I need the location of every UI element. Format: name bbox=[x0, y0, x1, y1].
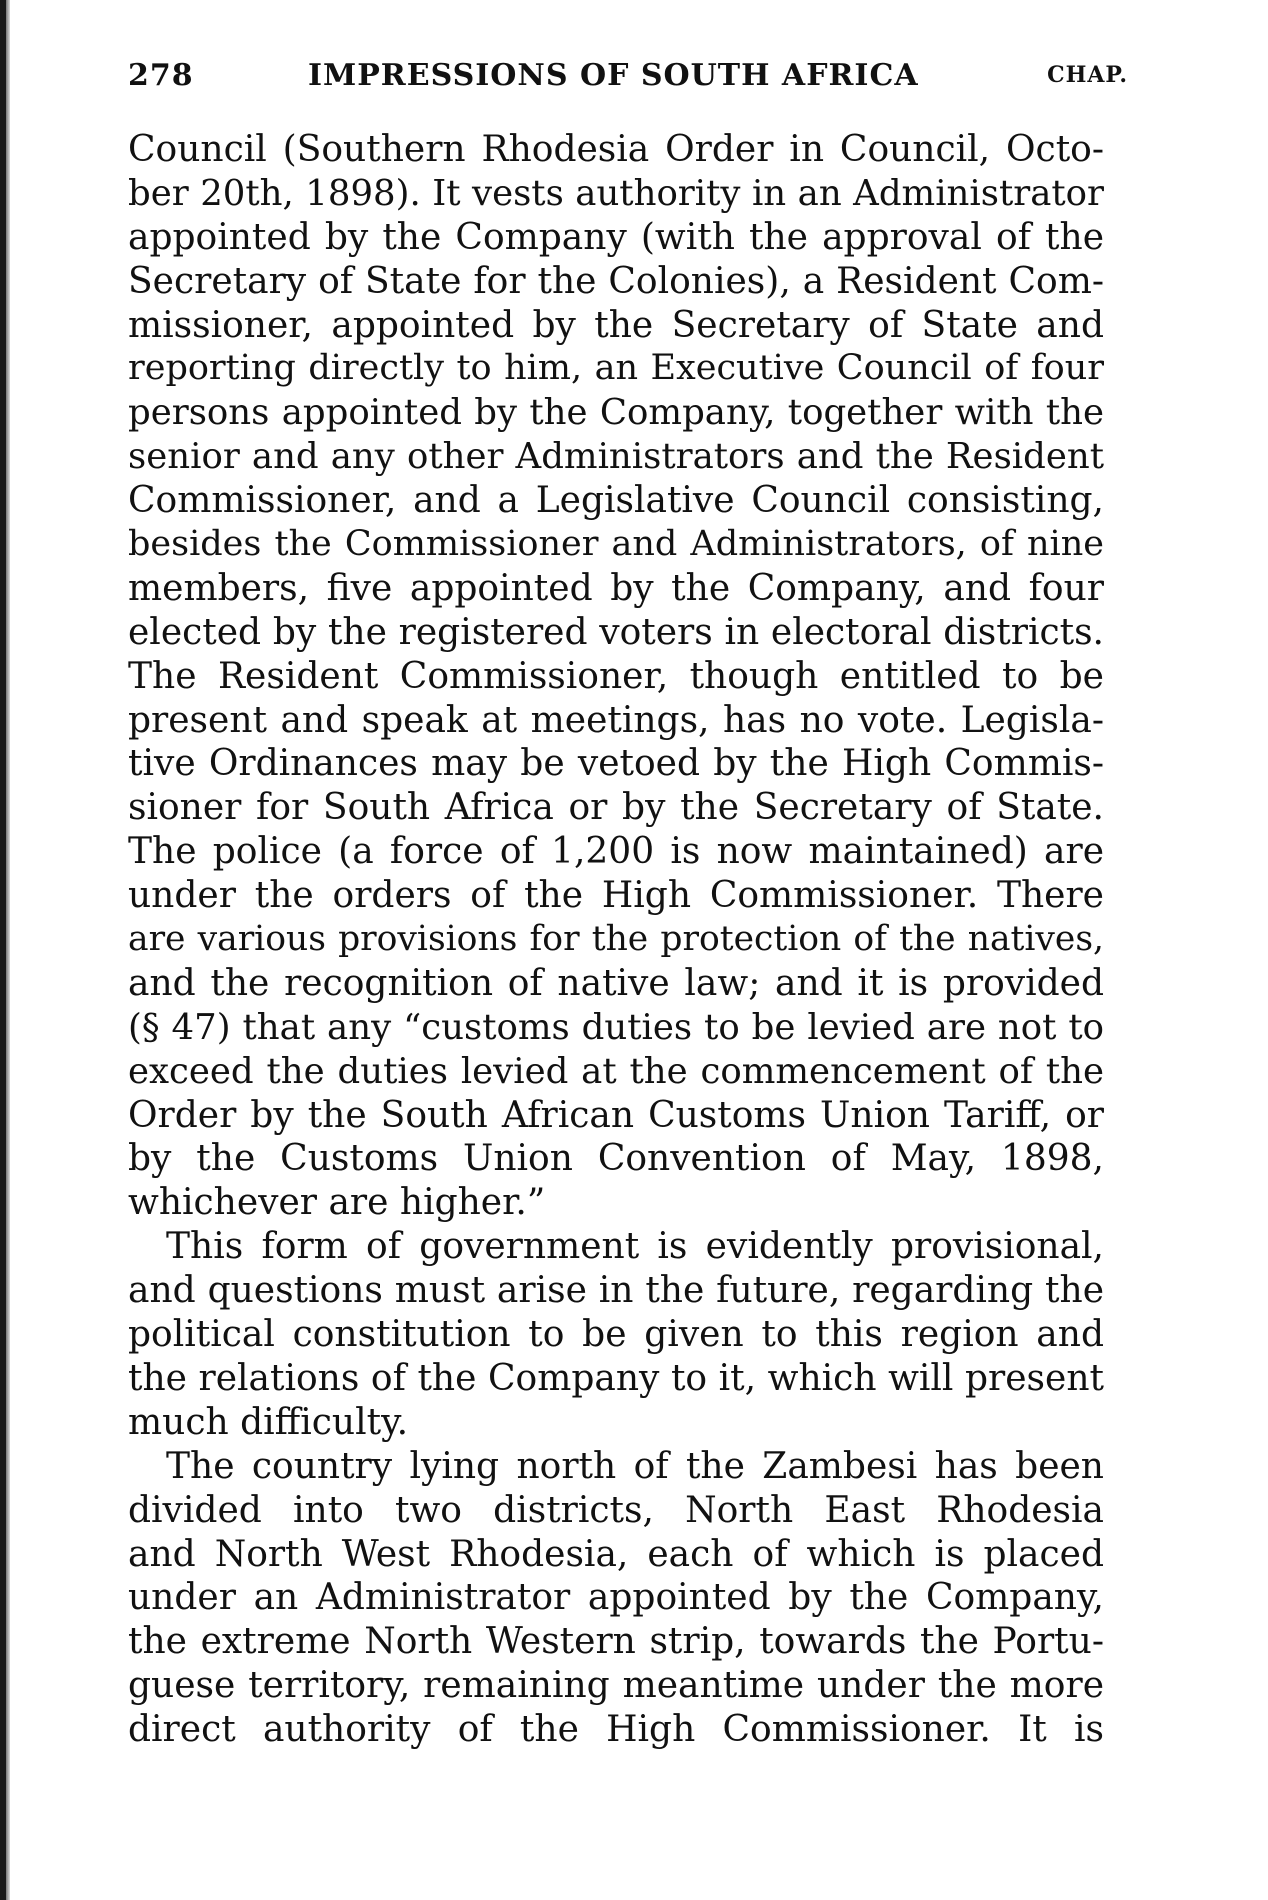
text-line: whichever are higher.” bbox=[128, 1182, 546, 1224]
text-line: reporting directly to him, an Executive Council of four bbox=[128, 348, 1104, 389]
page-number: 278 bbox=[128, 58, 194, 93]
text-line: and the recognition of native law; and it is provided bbox=[128, 962, 1104, 1004]
running-head-title: IMPRESSIONS OF SOUTH AFRICA bbox=[308, 58, 919, 93]
chapter-mark: CHAP. bbox=[1047, 62, 1128, 88]
paragraph-2 bbox=[128, 1225, 1104, 1444]
page-binding-shadow bbox=[6, 0, 10, 1900]
text-line: Order by the South African Customs Union Tariff, or bbox=[128, 1094, 1104, 1136]
text-line: under an Administrator appointed by the Company, bbox=[128, 1577, 1104, 1619]
text-line: much difficulty. bbox=[128, 1401, 409, 1443]
text-line: divided into two districts, North East Rhodesia bbox=[128, 1489, 1104, 1531]
text-line: senior and any other Administrators and the Resident bbox=[128, 436, 1104, 478]
text-line: and questions must arise in the future, regarding the bbox=[128, 1270, 1104, 1312]
text-line: besides the Commissioner and Administrators, of nine bbox=[128, 524, 1104, 565]
text-line: missioner, appointed by the Secretary of State and bbox=[128, 304, 1104, 346]
text-line: sioner for South Africa or by the Secretary of State. bbox=[128, 787, 1104, 829]
text-line: guese territory, remaining meantime under the more bbox=[128, 1665, 1104, 1707]
text-line: This form of government is evidently provisional, bbox=[166, 1226, 1104, 1268]
text-line: present and speak at meetings, has no vote. Legisla- bbox=[128, 699, 1104, 741]
text-line: ber 20th, 1898). It vests authority in an Administrator bbox=[128, 172, 1104, 214]
text-line: The Resident Commissioner, though entitled to be bbox=[128, 655, 1104, 697]
text-line: exceed the duties levied at the commencement of the bbox=[128, 1050, 1104, 1092]
text-line: direct authority of the High Commissioner. It is bbox=[128, 1709, 1104, 1751]
text-line: members, five appointed by the Company, and four bbox=[128, 567, 1104, 609]
text-line: persons appointed by the Company, together with the bbox=[128, 392, 1104, 434]
text-line: Secretary of State for the Colonies), a Resident Com- bbox=[128, 260, 1104, 302]
text-line: the extreme North Western strip, towards the Portu- bbox=[128, 1621, 1104, 1663]
text-line: tive Ordinances may be vetoed by the High Commis- bbox=[128, 743, 1104, 785]
text-line: under the orders of the High Commissioner. There bbox=[128, 875, 1104, 917]
text-line: political constitution to be given to this region and bbox=[128, 1314, 1104, 1356]
text-line: Commissioner, and a Legislative Council consisting, bbox=[128, 480, 1104, 522]
text-line: by the Customs Union Convention of May, 1898, bbox=[128, 1138, 1104, 1180]
text-line: and North West Rhodesia, each of which is placed bbox=[128, 1533, 1104, 1575]
paragraph-3 bbox=[128, 1445, 1104, 1752]
text-line: are various provisions for the protection of the natives, bbox=[128, 919, 1104, 960]
text-line: The police (a force of 1,200 is now maintained) are bbox=[128, 831, 1104, 873]
text-line: Council (Southern Rhodesia Order in Council, Octo- bbox=[128, 129, 1104, 170]
text-line: appointed by the Company (with the approval of the bbox=[128, 216, 1104, 258]
body-text bbox=[128, 128, 1104, 1752]
running-head bbox=[128, 58, 1128, 98]
text-line: The country lying north of the Zambesi has been bbox=[166, 1445, 1104, 1487]
text-line: elected by the registered voters in electoral districts. bbox=[128, 611, 1104, 653]
paragraph-1 bbox=[128, 128, 1104, 1225]
text-line: (§ 47) that any “customs duties to be levied are not to bbox=[128, 1006, 1104, 1048]
text-line: the relations of the Company to it, which will present bbox=[128, 1357, 1104, 1399]
